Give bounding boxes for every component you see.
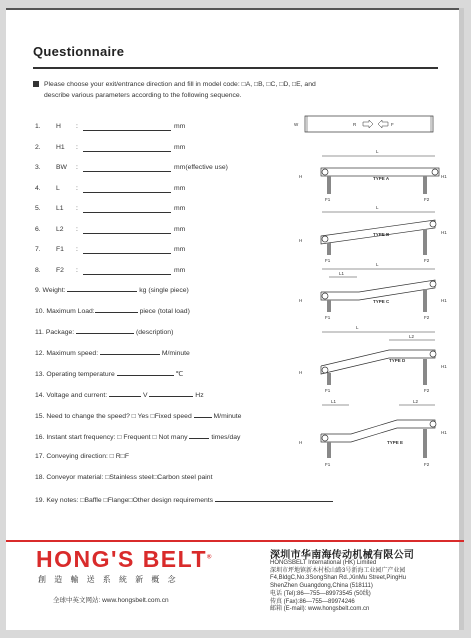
address-en-1: F4,BldgC,No.3SongShan Rd.,XinMu Street,PingHu bbox=[270, 575, 407, 582]
intro-text bbox=[33, 79, 408, 101]
type-d-label: TYPE D bbox=[389, 358, 406, 363]
roller-icon bbox=[432, 169, 438, 175]
type-b-diagram bbox=[299, 205, 447, 263]
questionnaire-page: Questionnaire Please choose your exit/entrance direction and fill in model code: □A, □B, □C, □D, □E, and describe various parameters according to the following sequence. 1. H : mm 2. H1 : mm 3. BW : mm(effective use) 4. L : mm 5. L1 : mm 6. L2 : mm 7. F1 : mm 8. F2 : mm 9. Weight: kg (single piece) 10. Maximum Load: piece (total load) 11. Package: (description) 12. Maximum speed: M/minute 13. Operating temperature ℃ 14. Voltage and current: V Hz 15. Need to change the speed? □ Yes □Fixed speed M/minute 16. Instant start frequency: □ Frequent □ Not many times/day 17. Conveying direction: □ R□F 18. Conveyor material: □Stainless steel□Carbon steel paint 19. Key notes: □Baffle □Flange□Other design requirements W R F L TYPE A H H1 F1 F2 L TYPE B H H1 F1 F2 L L1 TYPE C H H1 F1 F2 L L2 TYPE D H H1 F1 F2 L1 L2 TYPE E H H1 F1 F2 HONG'S BELT® 創造輸送系統新概念 全球中英文网站: www.hongsbelt.com.cn 深圳市华南海传动机械有限公司 HONGSBELT International (HK) Limited 深圳市坪地镇新木村松山路3号新海工业园广产业园 F4,BldgC,No.3SongShan Rd.,XinMu Street,PingHu ShenZhen Guangdong,China (518111) 电话 (Tel):86—755—89973545 (50线) 传真 (Fax):86—755—89974246 邮箱 (E-mail): www.hongsbelt.com.cn bbox=[6, 8, 464, 630]
telephone: 电话 (Tel):86—755—89973545 (50线) bbox=[270, 590, 371, 597]
param-label: BW bbox=[56, 164, 67, 171]
param-unit: mm bbox=[174, 267, 186, 274]
roller-icon bbox=[322, 293, 328, 299]
param-unit: mm bbox=[174, 226, 186, 233]
max-speed-input-line[interactable] bbox=[100, 346, 160, 355]
question-package: 11. Package: (description) bbox=[35, 325, 173, 338]
param-h1-input-line[interactable] bbox=[83, 151, 171, 152]
question-material[interactable]: 18. Conveyor material: □Stainless steel□Carbon steel paint bbox=[35, 474, 213, 481]
param-unit: mm(effective use) bbox=[174, 164, 228, 171]
address-cn: 深圳市坪地镇新木村松山路3号新海工业园广产业园 bbox=[270, 567, 406, 574]
param-label: F1 bbox=[56, 246, 64, 253]
frequency-input-line[interactable] bbox=[189, 430, 209, 439]
footer-red-rule bbox=[6, 540, 464, 542]
param-label: H1 bbox=[56, 144, 65, 151]
svg-text:L1: L1 bbox=[331, 399, 337, 404]
param-label: L bbox=[56, 185, 60, 192]
current-input-line[interactable] bbox=[149, 388, 193, 397]
weight-input-line[interactable] bbox=[67, 283, 137, 292]
question-max-load: 10. Maximum Load: piece (total load) bbox=[35, 304, 190, 317]
type-b-label: TYPE B bbox=[373, 232, 390, 237]
roller-icon bbox=[430, 281, 436, 287]
svg-text:F1: F1 bbox=[325, 462, 331, 467]
type-c-label: TYPE C bbox=[373, 299, 390, 304]
voltage-input-line[interactable] bbox=[109, 388, 141, 397]
roller-icon bbox=[430, 221, 436, 227]
w-label: W bbox=[294, 122, 299, 127]
svg-text:F1: F1 bbox=[325, 388, 331, 393]
svg-text:H: H bbox=[299, 370, 303, 375]
speed-input-line[interactable] bbox=[194, 409, 212, 418]
param-unit: mm bbox=[174, 246, 186, 253]
leg bbox=[327, 373, 331, 385]
param-num: 8. bbox=[35, 267, 41, 274]
question-max-speed: 12. Maximum speed: M/minute bbox=[35, 346, 190, 359]
param-num: 1. bbox=[35, 123, 41, 130]
param-f1-input-line[interactable] bbox=[83, 253, 171, 254]
param-num: 7. bbox=[35, 246, 41, 253]
svg-text:F2: F2 bbox=[424, 388, 430, 393]
svg-text:H: H bbox=[299, 440, 303, 445]
top-border bbox=[6, 8, 464, 10]
param-unit: mm bbox=[174, 205, 186, 212]
brand-slogan: 創造輸送系統新概念 bbox=[38, 575, 184, 584]
roller-icon bbox=[322, 169, 328, 175]
param-l1-input-line[interactable] bbox=[83, 212, 171, 213]
param-label: H bbox=[56, 123, 61, 130]
email-link[interactable]: 邮箱 (E-mail): www.hongsbelt.com.cn bbox=[270, 606, 370, 613]
svg-text:F2: F2 bbox=[424, 315, 430, 320]
website-link[interactable]: 全球中英文网站: www.hongsbelt.com.cn bbox=[53, 597, 169, 604]
title-divider bbox=[33, 67, 438, 69]
package-input-line[interactable] bbox=[76, 325, 134, 334]
leg bbox=[423, 176, 427, 194]
svg-text:L: L bbox=[356, 325, 359, 330]
param-unit: mm bbox=[174, 185, 186, 192]
roller-icon bbox=[322, 367, 328, 373]
company-name-cn: 深圳市华南海传动机械有限公司 bbox=[270, 550, 415, 561]
leg bbox=[423, 289, 427, 312]
key-notes-input-line[interactable] bbox=[215, 493, 333, 502]
roller-icon bbox=[430, 421, 436, 427]
svg-text:L1: L1 bbox=[339, 271, 345, 276]
svg-text:L: L bbox=[376, 205, 379, 210]
question-direction[interactable]: 17. Conveying direction: □ R□F bbox=[35, 453, 129, 460]
svg-text:L: L bbox=[376, 262, 379, 267]
roller-icon bbox=[430, 351, 436, 357]
param-label: F2 bbox=[56, 267, 64, 274]
param-num: 6. bbox=[35, 226, 41, 233]
param-num: 5. bbox=[35, 205, 41, 212]
leg bbox=[327, 243, 331, 255]
svg-text:L2: L2 bbox=[413, 399, 419, 404]
bullet-square-icon bbox=[33, 81, 39, 87]
address-en-2: ShenZhen Guangdong,China (518111) bbox=[270, 583, 373, 590]
leg bbox=[327, 300, 331, 312]
leg bbox=[327, 176, 331, 194]
question-key-notes[interactable]: 19. Key notes: □Baffle □Flange□Other design requirements bbox=[35, 493, 333, 506]
type-c-diagram bbox=[299, 262, 447, 320]
intro-line-2: describe various parameters according to the following sequence. bbox=[44, 92, 242, 99]
right-arrow-icon bbox=[378, 120, 388, 128]
type-d-diagram bbox=[299, 325, 447, 393]
leg bbox=[423, 429, 427, 458]
question-voltage: 14. Voltage and current: V Hz bbox=[35, 388, 204, 401]
f-label: F bbox=[391, 122, 394, 127]
leg bbox=[423, 359, 427, 385]
param-unit: mm bbox=[174, 123, 186, 130]
roller-icon bbox=[322, 236, 328, 242]
roller-icon bbox=[322, 435, 328, 441]
temperature-input-line[interactable] bbox=[117, 367, 174, 376]
param-num: 2. bbox=[35, 144, 41, 151]
svg-text:H: H bbox=[299, 174, 303, 179]
param-num: 4. bbox=[35, 185, 41, 192]
company-name-en: HONGSBELT International (HK) Limited bbox=[270, 560, 377, 566]
param-bw-input-line[interactable] bbox=[83, 171, 171, 172]
question-weight: 9. Weight: kg (single piece) bbox=[35, 283, 189, 296]
param-label: L1 bbox=[56, 205, 64, 212]
svg-text:F1: F1 bbox=[325, 315, 331, 320]
svg-text:F2: F2 bbox=[424, 258, 430, 263]
param-unit: mm bbox=[174, 144, 186, 151]
svg-text:H1: H1 bbox=[441, 230, 447, 235]
fax: 传真 (Fax):86—755—89974246 bbox=[270, 598, 355, 605]
max-load-input-line[interactable] bbox=[95, 304, 138, 313]
svg-text:L: L bbox=[376, 149, 379, 154]
svg-text:L2: L2 bbox=[409, 334, 415, 339]
type-e-label: TYPE E bbox=[387, 440, 404, 445]
param-f2-input-line[interactable] bbox=[83, 274, 171, 275]
left-arrow-icon bbox=[363, 120, 373, 128]
svg-text:H1: H1 bbox=[441, 364, 447, 369]
top-view-diagram bbox=[294, 116, 433, 132]
svg-text:F1: F1 bbox=[325, 258, 331, 263]
svg-text:H1: H1 bbox=[441, 430, 447, 435]
svg-text:F1: F1 bbox=[325, 197, 331, 202]
company-contact bbox=[270, 560, 460, 614]
type-a-label: TYPE A bbox=[373, 176, 390, 181]
param-label: L2 bbox=[56, 226, 64, 233]
question-temperature: 13. Operating temperature ℃ bbox=[35, 367, 183, 380]
page-title: Questionnaire bbox=[33, 44, 125, 59]
page-edge-strip bbox=[459, 8, 464, 630]
svg-text:H: H bbox=[299, 298, 303, 303]
type-e-diagram bbox=[299, 399, 447, 467]
param-l-input-line[interactable] bbox=[83, 192, 171, 193]
param-num: 3. bbox=[35, 164, 41, 171]
conveyor-type-diagrams bbox=[289, 112, 445, 472]
question-speed-change[interactable]: 15. Need to change the speed? □ Yes □Fixed speed M/minute bbox=[35, 409, 241, 422]
type-a-diagram bbox=[299, 149, 447, 202]
hongs-belt-logo: HONG'S BELT® bbox=[36, 546, 213, 572]
leg bbox=[423, 229, 427, 255]
svg-text:H1: H1 bbox=[441, 298, 447, 303]
param-h-input-line[interactable] bbox=[83, 130, 171, 131]
svg-text:H: H bbox=[299, 238, 303, 243]
svg-text:H1: H1 bbox=[441, 174, 447, 179]
question-start-frequency[interactable]: 16. Instant start frequency: □ Frequent □ Not many times/day bbox=[35, 430, 240, 443]
param-l2-input-line[interactable] bbox=[83, 233, 171, 234]
svg-text:F2: F2 bbox=[424, 197, 430, 202]
leg bbox=[327, 442, 331, 458]
r-label: R bbox=[353, 122, 357, 127]
intro-line-1: Please choose your exit/entrance direction and fill in model code: □A, □B, □C, □D, □E, and bbox=[44, 81, 316, 88]
svg-text:F2: F2 bbox=[424, 462, 430, 467]
